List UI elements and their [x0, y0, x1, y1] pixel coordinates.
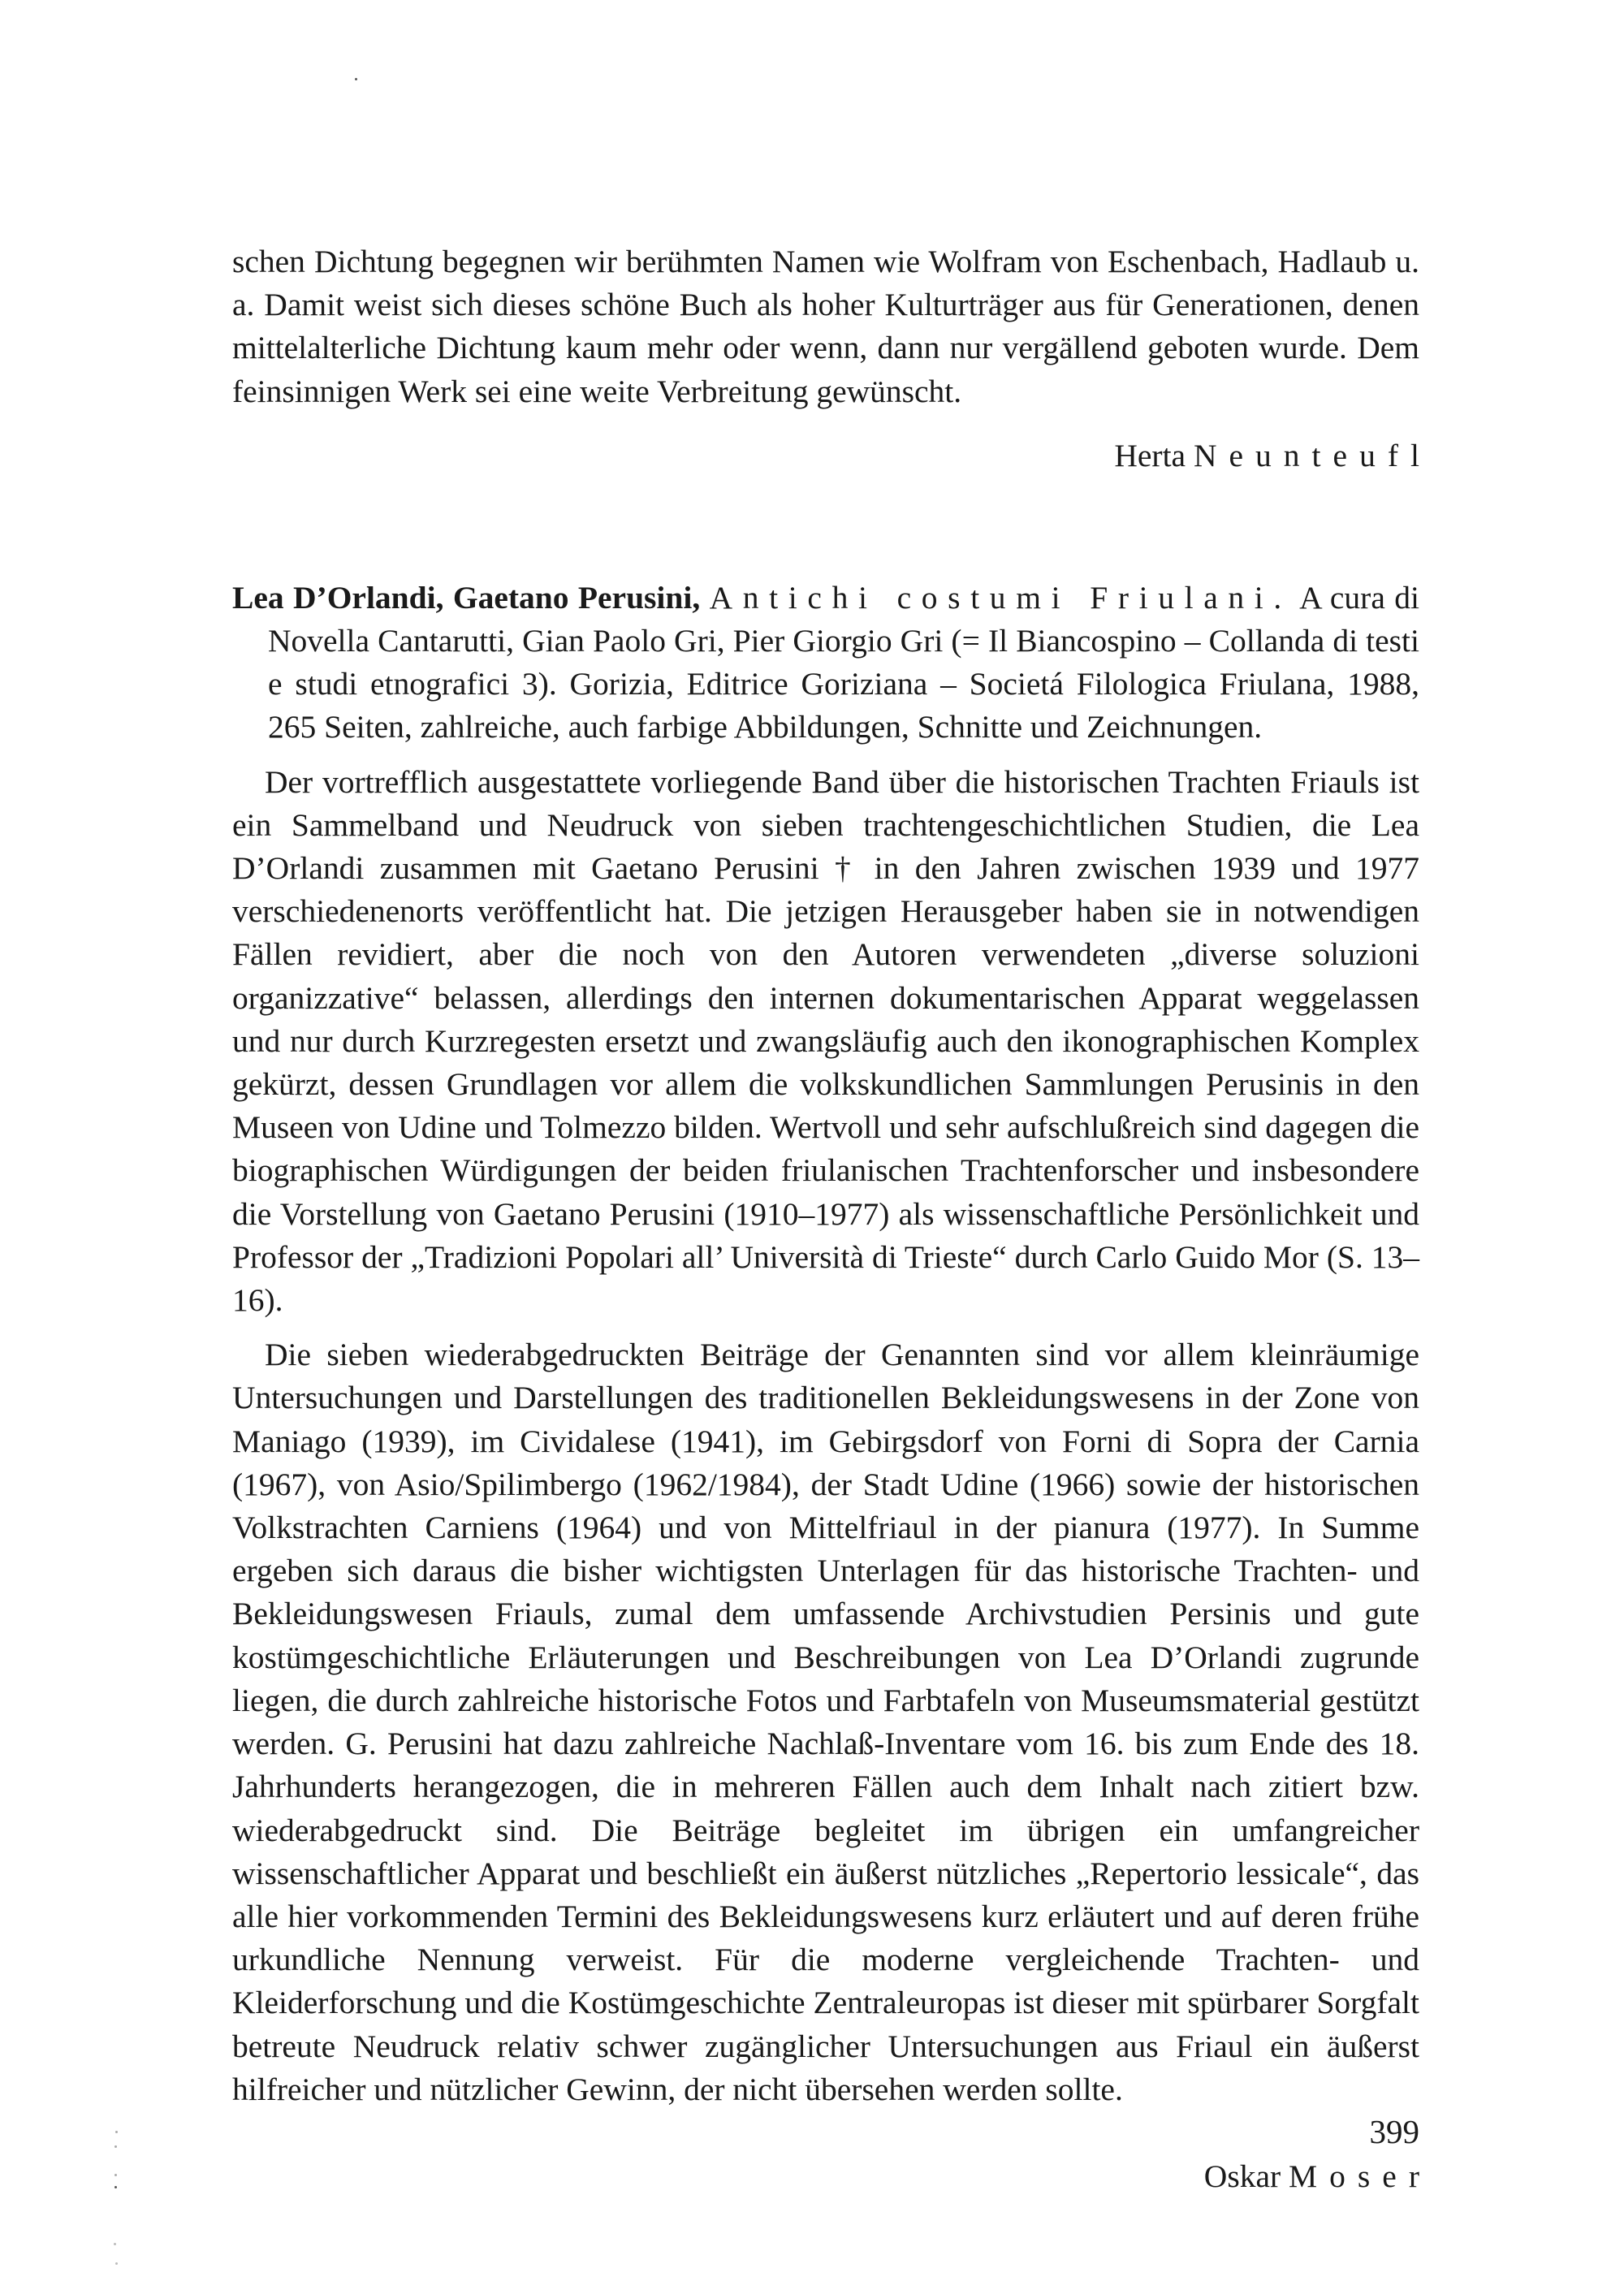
- scan-speck: [115, 2131, 118, 2133]
- page-number: 399: [1369, 2113, 1419, 2150]
- signature-last-name: Neunteufl: [1193, 437, 1432, 473]
- scan-speck: [355, 78, 357, 80]
- entry-title: Antichi costumi Friulani.: [709, 579, 1292, 616]
- entry-details: A cura di Novella Cantarutti, Gian Paolo Gri, Pier Giorgio Gri (= Il Biancospino – Collanda di testi e studi etnografici 3). Gorizia, Editrice Goriziana – Societá Filologica Friulana, 1988, 265 Seiten, zahlreiche, auch farbige Abbildungen, Schnitte und Zeichnungen.: [268, 579, 1419, 745]
- review-2-paragraph-1: Der vortrefflich ausgestattete vorliegende Band über die historischen Trachten Friauls ist ein Sammelband und Neudruck von sieben trachtengeschichtlichen Studien, die Lea D’Orlandi zusammen mit Gaetano Perusini † in den Jahren zwischen 1939 und 1977 verschiedenenorts veröffentlicht hat. Die jetzigen Herausgeber haben sie in notwendigen Fällen revidiert, aber die noch von den Autoren verwendeten „diverse soluzioni organizzative“ belassen, allerdings den internen dokumentarischen Apparat weggelassen und nur durch Kurzregesten ersetzt und zwangsläufig auch den ikonographischen Komplex gekürzt, dessen Grundlagen vor allem die volkskundlichen Sammlungen Perusinis in den Museen von Udine und Tolmezzo bilden. Wertvoll und sehr aufschlußreich sind dagegen die biographischen Würdigungen der beiden friulanischen Trachtenforscher und insbesondere die Vorstellung von Gaetano Perusini (1910–1977) als wissenschaftliche Persönlichkeit und Professor der „Tradizioni Popolari all’ Università di Trieste“ durch Carlo Guido Mor (S. 13–16).: [232, 763, 1419, 1319]
- scan-speck: [115, 2262, 118, 2265]
- review-1-signature: [232, 434, 1432, 477]
- signature-first-name: Oskar: [1203, 2158, 1281, 2194]
- bibliographic-entry: [232, 577, 1419, 750]
- review-1-closing-paragraph: schen Dichtung begegnen wir berühmten Namen wie Wolfram von Eschenbach, Hadlaub u. a. Damit weist sich dieses schöne Buch als hoher Kulturträger aus für Generationen, denen mittelalterliche Dichtung kaum mehr oder wenn, dann nur vergällend geboten wurde. Dem feinsinnigen Werk sei eine weite Verbreitung gewünscht.: [232, 244, 1419, 409]
- signature-last-name: Moser: [1289, 2158, 1432, 2194]
- scan-speck: [114, 2186, 117, 2188]
- scan-speck: [114, 2145, 117, 2148]
- scan-speck: [114, 2174, 117, 2176]
- review-2-signature: [232, 2155, 1432, 2198]
- review-2-paragraph-2: Die sieben wiederabgedruckten Beiträge der Genannten sind vor allem kleinräumige Untersuchungen und Darstellungen des traditionellen Bekleidungswesens in der Zone von Maniago (1939), im Cividalese (1941), im Gebirgsdorf von Forni di Sopra der Carnia (1967), von Asio/Spilimbergo (1962/1984), der Stadt Udine (1966) sowie der historischen Volkstrachten Carniens (1964) und von Mittelfriaul in der pianura (1977). In Summe ergeben sich daraus die bisher wichtigsten Unterlagen für das historische Trachten- und Bekleidungswesen Friauls, zumal dem umfassende Archivstudien Persinis und gute kostümgeschichtliche Erläuterungen und Beschreibungen von Lea D’Orlandi zugrunde liegen, die durch zahlreiche historische Fotos und Farbtafeln von Museumsmaterial gestützt werden. G. Perusini hat dazu zahlreiche Nachlaß-Inventare vom 16. bis zum Ende des 18. Jahrhunderts herangezogen, die in mehreren Fällen auch dem Inhalt nach zitiert bzw. wiederabgedruckt sind. Die Beiträge begleitet im übrigen ein umfangreicher wissenschaftlicher Apparat und beschließt ein äußerst nützliches „Repertorio lessicale“, das alle hier vorkommenden Termini des Bekleidungswesens kurz erläutert und auf deren frühe urkundliche Nennung verweist. Für die moderne vergleichende Trachten- und Kleiderforschung und die Kostümgeschichte Zentraleuropas ist dieser mit spürbarer Sorgfalt betreute Neudruck relativ schwer zugänglicher Untersuchungen aus Friaul ein äußerst hilfreicher und nützlicher Gewinn, der nicht übersehen werden sollte.: [232, 1337, 1419, 2107]
- scan-speck: [114, 2243, 116, 2245]
- signature-first-name: Herta: [1114, 437, 1186, 473]
- entry-authors: Lea D’Orlandi, Gaetano Perusini,: [232, 579, 701, 616]
- page-body: [232, 240, 1432, 2198]
